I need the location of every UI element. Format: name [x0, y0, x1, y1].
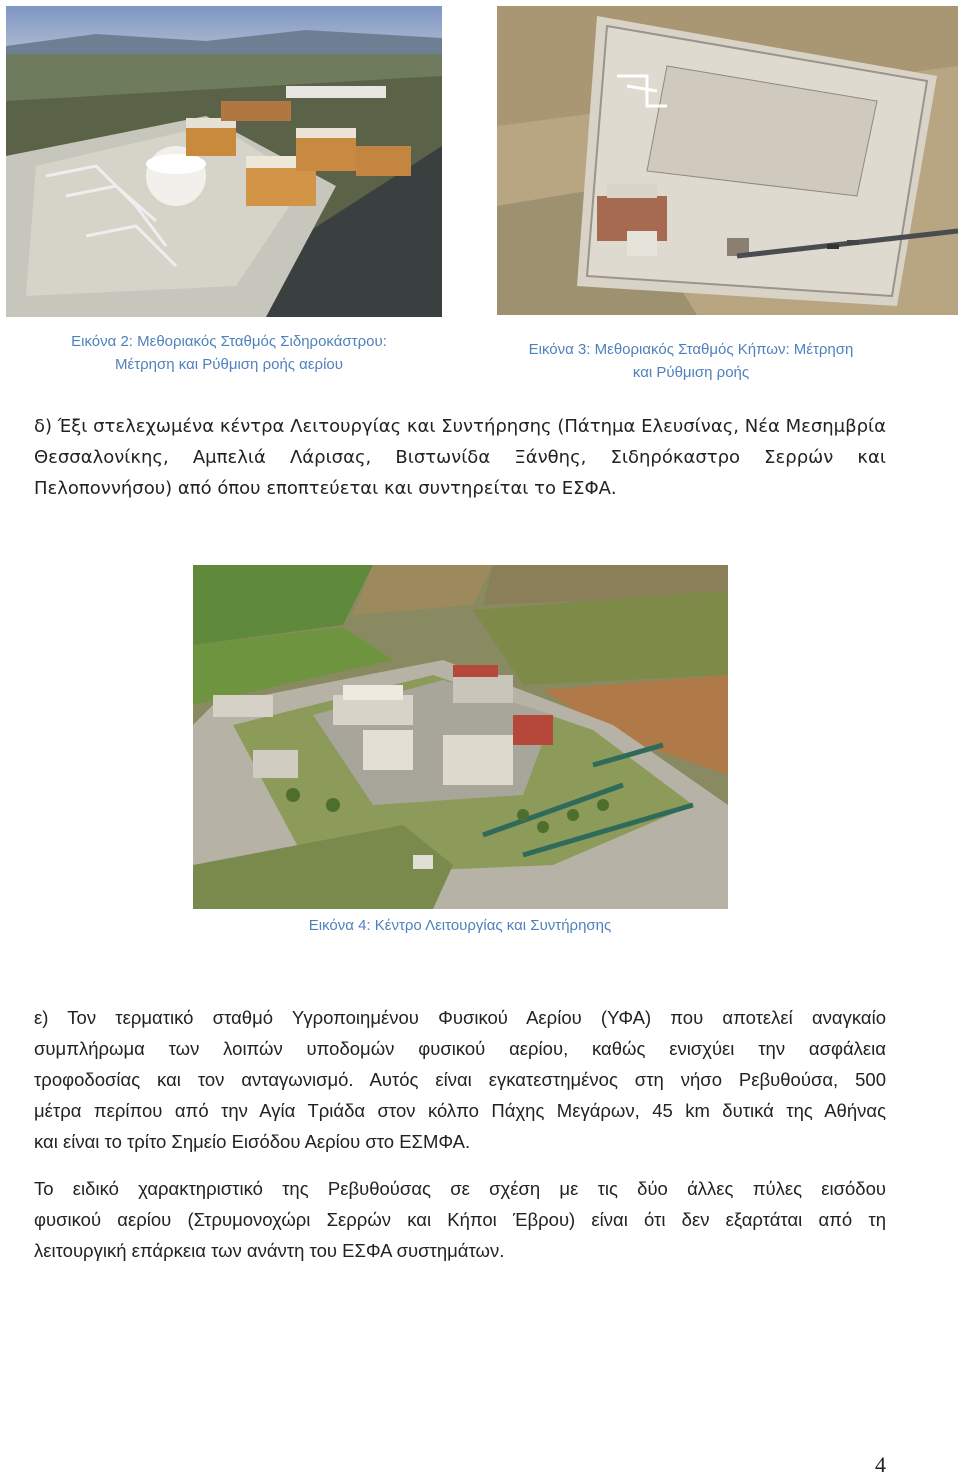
figure-3-caption-line1: Εικόνα 3: Μεθοριακός Σταθμός Κήπων: Μέτρηση	[528, 341, 854, 358]
figure-3-caption-line2: και Ρύθμιση ροής	[632, 364, 750, 381]
figure-3-caption	[486, 338, 896, 384]
paragraph-e-line2: συμπλήρωμα των λοιπών υποδομών φυσικού αερίου, καθώς ενισχύει την ασφάλεια	[34, 1038, 886, 1059]
paragraph-e-line4: μέτρα περίπου από την Αγία Τριάδα στον κόλπο Πάχης Μεγάρων, 45 km δυτικά της Αθήνας	[34, 1100, 886, 1121]
figure-2-caption	[24, 330, 434, 376]
paragraph-d	[34, 411, 886, 504]
paragraph-f-line1: Το ειδικό χαρακτηριστικό της Ρεβυθούσας σε σχέση με τις δύο άλλες πύλες εισόδου	[34, 1178, 886, 1199]
paragraph-d-line2: Θεσσαλονίκης, Αμπελιά Λάρισας, Βιστωνίδα Ξάνθης, Σιδηρόκαστρο Σερρών και	[34, 447, 886, 468]
paragraph-e	[34, 1002, 886, 1157]
paragraph-f-line2: φυσικού αερίου (Στρυμονοχώρι Σερρών και Κήποι Έβρου) είναι ότι δεν εξαρτάται από τη	[34, 1209, 886, 1230]
paragraph-f	[34, 1173, 886, 1266]
paragraph-e-line5: και είναι το τρίτο Σημείο Εισόδου Αερίου στο ΕΣΜΦΑ.	[34, 1131, 471, 1152]
figure-2-photo	[6, 6, 442, 317]
page-number: 4	[875, 1452, 886, 1477]
figure-4-caption	[260, 914, 660, 937]
figure-4-photo	[193, 565, 728, 909]
figure-3-photo	[497, 6, 958, 315]
paragraph-e-line1: ε) Τον τερματικό σταθμό Υγροποιημένου Φυσικού Αερίου (ΥΦΑ) που αποτελεί αναγκαίο	[34, 1007, 886, 1028]
figure-4-caption-line1: Εικόνα 4: Κέντρο Λειτουργίας και Συντήρησης	[308, 917, 612, 934]
paragraph-d-line3: Πελοποννήσου) από όπου εποπτεύεται και συντηρείται το ΕΣΦΑ.	[34, 478, 617, 499]
figure-2-caption-line1: Εικόνα 2: Μεθοριακός Σταθμός Σιδηροκάστρου:	[71, 333, 387, 350]
paragraph-e-line3: τροφοδοσίας και τον ανταγωνισμό. Αυτός είναι εγκατεστημένος στη νήσο Ρεβυθούσα, 500	[34, 1069, 886, 1090]
figure-2-caption-line2: Μέτρηση και Ρύθμιση ροής αερίου	[115, 356, 343, 373]
paragraph-f-line3: λειτουργική επάρκεια των ανάντη του ΕΣΦΑ συστημάτων.	[34, 1240, 505, 1261]
paragraph-d-line1: δ) Έξι στελεχωμένα κέντρα Λειτουργίας και Συντήρησης (Πάτημα Ελευσίνας, Νέα Μεσημβρία	[34, 416, 886, 437]
